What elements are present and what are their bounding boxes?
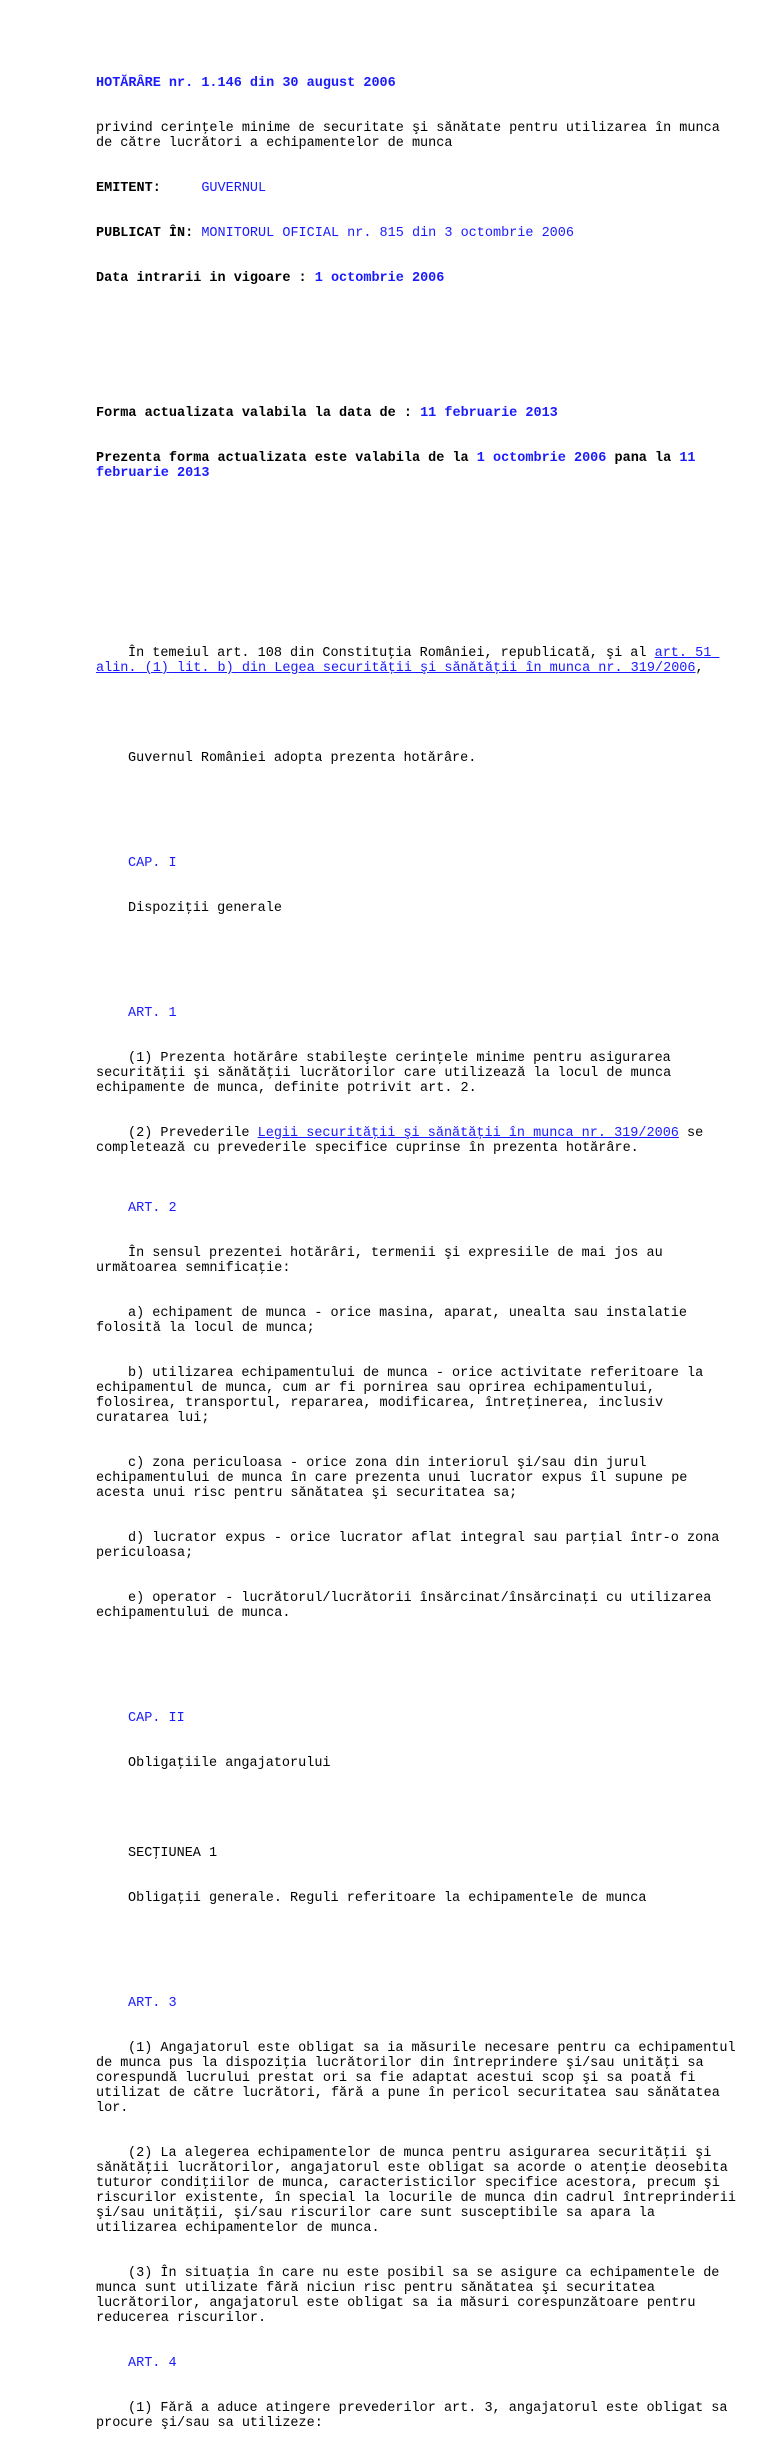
article-2-intro: În sensul prezentei hotărâri, termenii şi expresiile de mai jos au următoarea semnificaţie: bbox=[96, 1246, 671, 1276]
emitent-row bbox=[96, 181, 736, 196]
article-2-item-a: a) echipament de munca - orice masina, aparat, unealta sau instalatie folosită la locul de munca; bbox=[96, 1306, 696, 1336]
chapter-1-heading: CAP. I bbox=[128, 856, 177, 871]
preamble bbox=[96, 646, 736, 676]
document-subtitle: privind cerinţele minime de securitate şi sănătate pentru utilizarea în munca de către lucrători a echipamentelor de munca bbox=[96, 121, 728, 151]
chapter-1-title: Dispoziţii generale bbox=[128, 901, 282, 916]
form-range-line bbox=[96, 451, 736, 481]
article-4-heading: ART. 4 bbox=[128, 2356, 177, 2371]
emitent-value: GUVERNUL bbox=[201, 181, 267, 196]
article-1-heading: ART. 1 bbox=[128, 1006, 177, 1021]
title-number: nr. 1.146 din 30 august 2006 bbox=[160, 76, 396, 91]
document-title bbox=[96, 76, 736, 91]
article-3-heading: ART. 3 bbox=[128, 1996, 177, 2011]
article-2-heading: ART. 2 bbox=[128, 1201, 177, 1216]
adoption-statement: Guvernul României adopta prezenta hotărâre. bbox=[128, 751, 477, 766]
article-3-paragraph-2: (2) La alegerea echipamentelor de munca pentru asigurarea securităţii şi sănătăţii lucrătorilor, angajatorul este obligat sa acorde o atenţie deosebita tuturor condiţiilor de munca, caracteristicilor specifice acestora, precum şi riscurilor existente, în special la locurile de munca din cadrul întreprinderii şi/sau unităţii, şi/sau riscurilor care sunt susceptibile sa apara la utilizarea echipamentelor de munca. bbox=[96, 2146, 745, 2236]
article-1-p2-rest: se completează cu prevederile specifice cuprinse în prezenta hotărâre. bbox=[96, 1126, 712, 1156]
form-range-text: Prezenta forma actualizata este valabila de la bbox=[96, 451, 477, 466]
intrare-row bbox=[96, 271, 736, 286]
preamble-law-link[interactable]: art. 51 alin. (1) lit. b) din Legea securităţii şi sănătăţii în munca nr. 319/2006 bbox=[96, 646, 720, 676]
article-1-paragraph-1: (1) Prezenta hotărâre stabileşte cerinţele minime pentru asigurarea securităţii şi sănătăţii lucrătorilor care utilizează la locul de munca echipamente de munca, definite potrivit art. 2. bbox=[96, 1051, 680, 1096]
form-validity-line bbox=[96, 406, 736, 421]
publicat-label: PUBLICAT ÎN: bbox=[96, 226, 194, 241]
section-1-heading: SECŢIUNEA 1 bbox=[128, 1846, 218, 1861]
article-2-item-e: e) operator - lucrătorul/lucrătorii însărcinat/însărcinaţi cu utilizarea echipamentului de munca. bbox=[96, 1591, 720, 1621]
law-319-link[interactable]: Legii securităţii şi sănătăţii în munca nr. 319/2006 bbox=[257, 1126, 679, 1141]
document-body bbox=[96, 31, 745, 2446]
publicat-row bbox=[96, 226, 736, 241]
article-1-paragraph-2 bbox=[96, 1126, 736, 1156]
chapter-2-title: Obligaţiile angajatorului bbox=[128, 1756, 331, 1771]
chapter-2-heading: CAP. II bbox=[128, 1711, 185, 1726]
intrare-label: Data intrarii in vigoare : bbox=[96, 271, 315, 286]
article-2-item-c: c) zona periculoasa - orice zona din interiorul şi/sau din jurul echipamentului de munca în care prezenta unui lucrator expus îl supune pe acesta unui risc pentru sănătatea şi securitatea sa; bbox=[96, 1456, 696, 1501]
article-2-item-d: d) lucrator expus - orice lucrator aflat integral sau parţial într-o zona periculoasa; bbox=[96, 1531, 728, 1561]
article-2-item-b: b) utilizarea echipamentului de munca - orice activitate referitoare la echipamentul de munca, cum ar fi pornirea sau oprirea echipamentului, folosirea, transportul, repararea, modificarea, întreţinerea, inclusiv curatarea lui; bbox=[96, 1366, 712, 1426]
form-range-start: 1 octombrie 2006 bbox=[476, 451, 607, 466]
form-validity-label: Forma actualizata valabila la data de : bbox=[96, 406, 421, 421]
article-4-paragraph-1: (1) Fără a aduce atingere prevederilor art. 3, angajatorul este obligat sa procure şi/sau sa utilizeze: bbox=[96, 2401, 736, 2431]
section-1-title: Obligaţii generale. Reguli referitoare la echipamentele de munca bbox=[128, 1891, 647, 1906]
form-validity-date: 11 februarie 2013 bbox=[420, 406, 558, 421]
emitent-label: EMITENT: bbox=[96, 181, 161, 196]
form-range-mid: pana la bbox=[606, 451, 680, 466]
article-1-p2-text: (2) Prevederile bbox=[128, 1126, 258, 1141]
publicat-value: MONITORUL OFICIAL nr. 815 din 3 octombrie 2006 bbox=[201, 226, 574, 241]
preamble-comma: , bbox=[695, 661, 704, 676]
article-3-paragraph-1: (1) Angajatorul este obligat sa ia măsurile necesare pentru ca echipamentul de munca pus la dispoziţia lucrătorilor din întreprindere şi/sau unităţi sa corespundă lucrului prestat ori sa fie adaptat acestui scop şi sa poată fi utilizat de către lucrători, fără a pune în pericol securitatea sau sănătatea lor. bbox=[96, 2041, 744, 2116]
preamble-text: În temeiul art. 108 din Constituţia României, republicată, şi al bbox=[128, 646, 655, 661]
intrare-value: 1 octombrie 2006 bbox=[314, 271, 445, 286]
title-label: HOTĂRÂRE bbox=[96, 76, 161, 91]
form-range-end: 11 februarie 2013 bbox=[96, 451, 704, 481]
article-3-paragraph-3: (3) În situaţia în care nu este posibil sa se asigure ca echipamentele de munca sunt utilizate fără niciun risc pentru sănătatea şi securitatea lucrătorilor, angajatorul este obligat sa ia măsuri corespunzătoare pentru reducerea riscurilor. bbox=[96, 2266, 728, 2326]
